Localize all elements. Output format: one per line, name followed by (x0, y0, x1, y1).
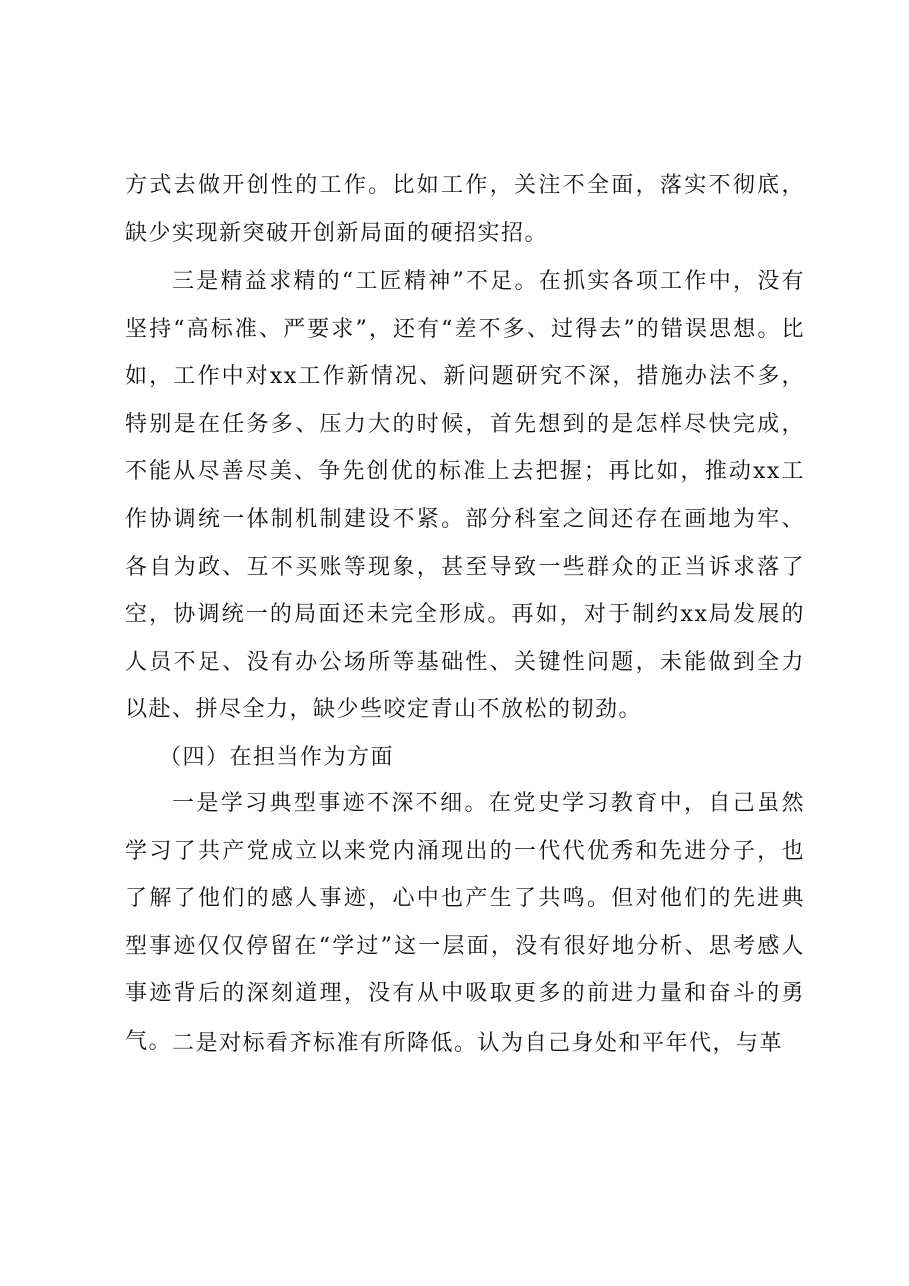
paragraph-point-three: 三是精益求精的“工匠精神”不足。在抓实各项工作中，没有坚持“高标准、严要求”，还有“差不多、过得去”的错误思想。比如，工作中对xx工作新情况、新问题研究不深，措施办法不多，特别是在任务多、压力大的时候，首先想到的是怎样尽快完成，不能从尽善尽美、争先创优的标准上去把握；再比如，推动xx工作协调统一体制机制建设不紧。部分科室之间还存在画地为牢、各自为政、互不买账等现象，甚至导致一些群众的正当诉求落了空，协调统一的局面还未完全形成。再如，对于制约xx局发展的人员不足、没有办公场所等基础性、关键性问题，未能做到全力以赴、拼尽全力，缺少些咬定青山不放松的韧劲。 (125, 269, 805, 723)
paragraph-point-two-block (125, 1020, 805, 1068)
paragraph-continuation-block (125, 162, 805, 257)
paragraph-continuation: 方式去做开创性的工作。比如工作，关注不全面，落实不彻底，缺少实现新突破开创新局面的硬招实招。 (125, 173, 805, 246)
paragraph-point-two: 二是对标看齐标准有所降低。认为自己身处和平年代，与革 (172, 1031, 784, 1056)
section-heading-block (125, 734, 805, 782)
section-four-heading: （四）在担当作为方面 (159, 745, 395, 770)
paragraph-point-three-block (125, 258, 805, 734)
paragraph-point-one: 一是学习典型事迹不深不细。在党史学习教育中，自己虽然学习了共产党成立以来党内涌现出的一代代优秀和先进分子，也了解了他们的感人事迹，心中也产生了共鸣。但对他们的先进典型事迹仅仅停留在“学过”这一层面，没有很好地分析、思考感人事迹背后的深刻道理，没有从中吸取更多的前进力量和奋斗的勇气。 (125, 791, 805, 1054)
